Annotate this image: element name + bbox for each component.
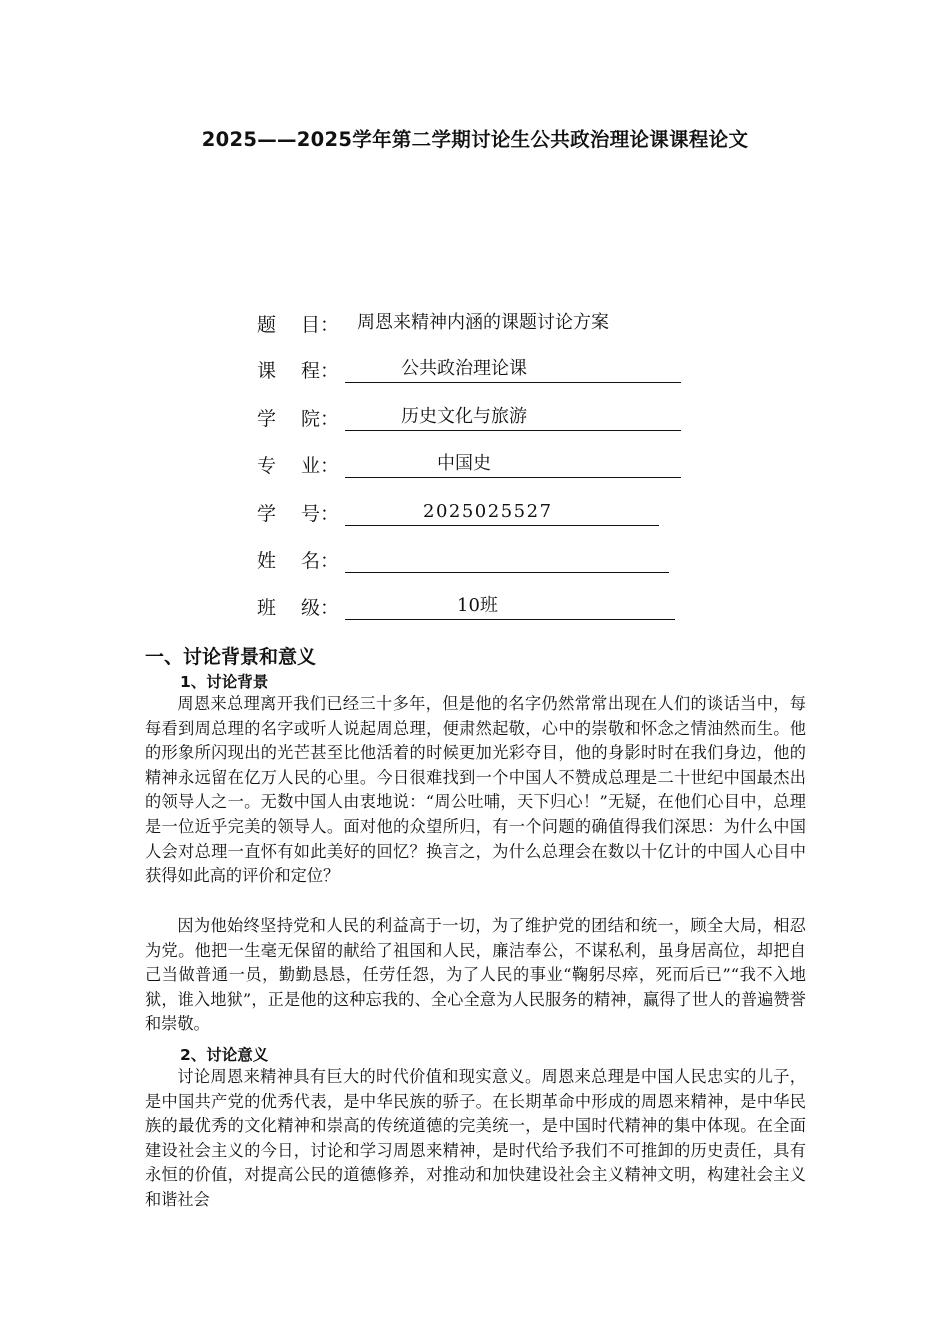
field-label: 程： (301, 360, 340, 382)
section-heading: 一、讨论背景和意义 (145, 646, 317, 668)
field-value: 周恩来精神内涵的课题讨论方案 (357, 312, 609, 333)
field-label: 姓 (257, 550, 277, 572)
field-label: 院： (301, 408, 340, 430)
document-title: 2025——2025学年第二学期讨论生公共政治理论课课程论文 (201, 128, 749, 151)
field-label: 级： (301, 597, 340, 619)
field-label: 课 (257, 360, 277, 382)
subsection-heading-background: 1、讨论背景 (180, 673, 269, 691)
field-value: 历史文化与旅游 (345, 404, 681, 431)
field-value: 公共政治理论课 (345, 356, 681, 383)
field-value: 2025025527 (345, 499, 659, 526)
paragraph: 因为他始终坚持党和人民的利益高于一切，为了维护党的团结和统一，顾全大局，相忍为党。他把一生毫无保留的献给了祖国和人民，廉洁奉公，不谋私利，虽身居高位，却把自己当做普通一员，勤勤恳恳，任劳任怨，为了人民的事业“鞠躬尽瘁，死而后已”“我不入地狱，谁入地狱”，正是他的这种忘我的、全心全意为人民服务的精神，赢得了世人的普遍赞誉和崇敬。 (145, 916, 806, 1034)
field-label: 班 (257, 597, 277, 619)
field-label: 题 (257, 314, 277, 336)
field-label: 专 (257, 455, 277, 477)
field-label: 业： (301, 455, 340, 477)
field-label: 名： (301, 550, 340, 572)
subsection-heading-significance: 2、讨论意义 (180, 1046, 269, 1064)
field-label: 学 (257, 408, 277, 430)
field-label: 号： (301, 503, 340, 525)
field-value: 10班 (345, 593, 675, 620)
paragraph: 周恩来总理离开我们已经三十多年，但是他的名字仍然常常出现在人们的谈话当中，每每看到周总理的名字或听人说起周总理，便肃然起敬，心中的崇敬和怀念之情油然而生。他的形象所闪现出的光芒甚至比他活着的时候更加光彩夺目，他的身影时时在我们身边，他的精神永远留在亿万人民的心里。今日很难找到一个中国人不赞成总理是二十世纪中国最杰出的领导人之一。无数中国人由衷地说：“周公吐哺，天下归心！”无疑，在他们心目中，总理是一位近乎完美的领导人。面对他的众望所归，有一个问题的确值得我们深思：为什么中国人会对总理一直怀有如此美好的回忆？换言之，为什么总理会在数以十亿计的中国人心目中获得如此高的评价和定位？ (145, 694, 806, 886)
field-label: 目： (301, 314, 340, 336)
paragraph: 讨论周恩来精神具有巨大的时代价值和现实意义。周恩来总理是中国人民忠实的儿子，是中国共产党的优秀代表，是中华民族的骄子。在长期革命中形成的周恩来精神，是中华民族的最优秀的文化精神和崇高的传统道德的完美统一，是中国时代精神的集中体现。在全面建设社会主义的今日，讨论和学习周恩来精神，是时代给予我们不可推卸的历史责任，具有永恒的价值，对提高公民的道德修养，对推动和加快建设社会主义精神文明，构建社会主义和谐社会 (145, 1067, 806, 1209)
field-label: 学 (257, 503, 277, 525)
field-value: 中国史 (345, 451, 681, 478)
field-value (345, 546, 669, 573)
